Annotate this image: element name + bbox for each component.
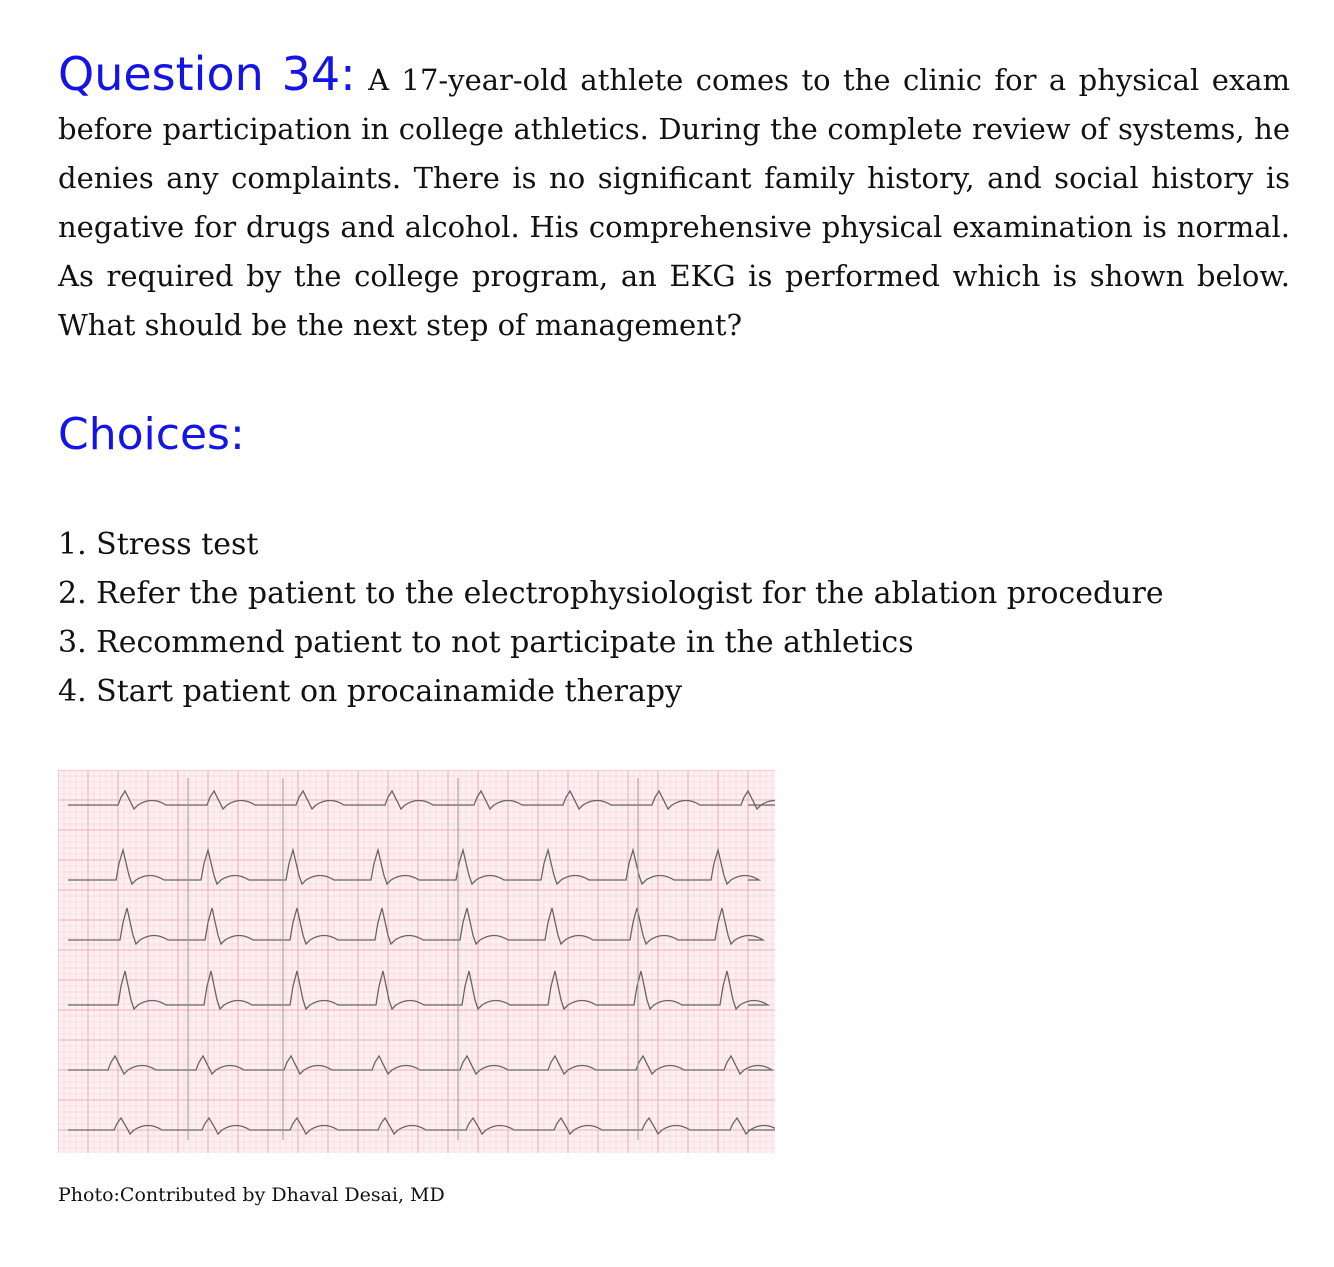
choices-list — [58, 520, 1290, 716]
ekg-background — [58, 770, 775, 1153]
question-text: A 17-year-old athlete comes to the clinic for a physical exam before participation in college athletics. During the complete review of systems, he denies any complaints. There is no significant family history, and social history is negative for drugs and alcohol. His comprehensive physical examination is normal. As required by the college program, an EKG is performed which is shown below. What should be the next step of management? — [58, 63, 1290, 342]
choice-1[interactable]: 1. Stress test — [58, 527, 259, 562]
choice-3[interactable]: 3. Recommend patient to not participate in the athletics — [58, 625, 914, 660]
figure-caption: Photo:Contributed by Dhaval Desai, MD — [58, 1184, 445, 1206]
page-content — [58, 47, 1290, 716]
ekg-image — [58, 770, 775, 1153]
choice-4[interactable]: 4. Start patient on procainamide therapy — [58, 674, 683, 709]
choices-heading: Choices: — [58, 409, 245, 460]
question-paragraph — [58, 47, 1290, 350]
choice-2[interactable]: 2. Refer the patient to the electrophysiologist for the ablation procedure — [58, 576, 1164, 611]
question-heading: Question 34: — [58, 47, 356, 101]
